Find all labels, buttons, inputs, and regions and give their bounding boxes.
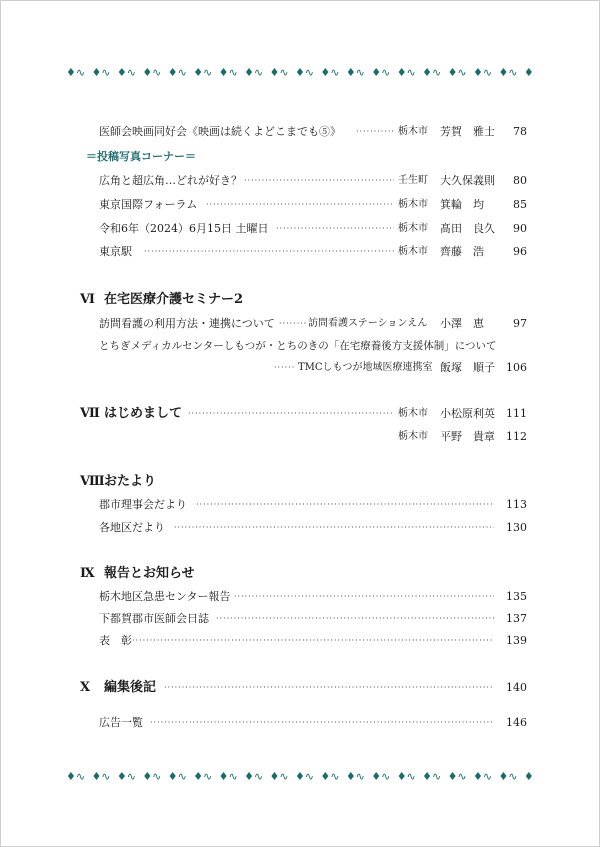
section-heading[interactable] xyxy=(0,678,600,698)
ornament-motif: ♦ xyxy=(523,66,534,79)
section-heading xyxy=(0,564,600,584)
ornament-motif: ♦∿ xyxy=(167,66,187,79)
leader-dots xyxy=(234,587,494,607)
ornament-motif: ♦∿ xyxy=(142,66,162,79)
ornament-motif: ♦∿ xyxy=(244,770,264,783)
entry-author: 大久保義則 xyxy=(440,174,495,187)
entry-page: 140 xyxy=(506,681,527,694)
leader-dots xyxy=(279,314,307,334)
section-heading xyxy=(0,290,600,310)
ornament-motif: ♦∿ xyxy=(320,66,340,79)
ornament-motif: ♦∿ xyxy=(396,770,416,783)
ornament-motif: ♦∿ xyxy=(142,770,162,783)
section-title: 報告とお知らせ xyxy=(104,566,195,581)
section-title: はじめまして xyxy=(104,406,183,421)
entry-place: 栃木市 xyxy=(398,431,428,442)
leader-dots xyxy=(164,678,494,698)
ornament-motif: ♦∿ xyxy=(447,66,467,79)
entry-page: 97 xyxy=(513,317,527,330)
ornament-motif: ♦∿ xyxy=(320,770,340,783)
toc-entry[interactable] xyxy=(0,631,600,651)
entry-title: 訪問看護の利用方法・連携について xyxy=(99,317,275,330)
ornament-motif: ♦∿ xyxy=(193,66,213,79)
entry-title: 下都賀郡市医師会日誌 xyxy=(99,612,209,625)
ornament-motif: ♦∿ xyxy=(66,66,86,79)
entry-page: 78 xyxy=(513,125,527,138)
toc-entry[interactable] xyxy=(0,518,600,538)
ornament-motif: ♦ xyxy=(523,770,534,783)
entry-page: 139 xyxy=(506,634,527,647)
entry-title: 医師会映画同好会《映画は続くよどこまでも⑤》 xyxy=(99,125,341,138)
leader-dots xyxy=(244,171,394,191)
entry-author: 小澤 恵 xyxy=(440,317,484,330)
ornament-motif: ♦∿ xyxy=(422,770,442,783)
entry-page: 137 xyxy=(506,612,527,625)
entry-title: 東京駅 xyxy=(99,245,132,258)
entry-title: 東京国際フォーラム xyxy=(99,198,198,211)
leader-dots xyxy=(356,122,394,142)
section-title: 在宅医療介護セミナー2 xyxy=(104,292,244,307)
entry-author: 飯塚 順子 xyxy=(440,361,495,374)
entry-author: 箕輪 均 xyxy=(440,198,484,211)
bottom-ornament-border xyxy=(66,770,534,784)
entry-page: 111 xyxy=(506,407,527,420)
entry-author: 平野 貴章 xyxy=(440,430,495,443)
section-number: Ⅸ xyxy=(80,566,95,581)
leader-dots xyxy=(150,713,494,733)
ornament-motif: ♦∿ xyxy=(473,770,493,783)
ornament-motif: ♦∿ xyxy=(345,770,365,783)
ornament-motif: ♦∿ xyxy=(116,66,136,79)
ornament-motif: ♦∿ xyxy=(371,66,391,79)
entry-place: 栃木市 xyxy=(398,223,428,234)
toc-entry[interactable] xyxy=(0,336,600,356)
photo-corner-heading xyxy=(0,147,600,167)
toc-entry[interactable] xyxy=(0,122,600,142)
entry-title: 広角と超広角…どれが好き？ xyxy=(99,174,242,187)
toc-entry[interactable] xyxy=(0,713,600,733)
entry-place: 栃木市 xyxy=(398,126,428,137)
toc-entry[interactable] xyxy=(0,314,600,334)
leader-dots xyxy=(216,609,494,629)
ornament-motif: ♦∿ xyxy=(218,770,238,783)
leader-dots xyxy=(144,242,394,262)
ornament-motif: ♦∿ xyxy=(91,66,111,79)
entry-author: 齊藤 浩 xyxy=(440,245,484,258)
leader-dots xyxy=(174,518,494,538)
entry-title: 表 彰 xyxy=(99,634,132,647)
toc-entry[interactable] xyxy=(0,427,600,447)
toc-entry-continuation[interactable] xyxy=(0,358,600,378)
section-title: 編集後記 xyxy=(104,680,157,695)
ornament-motif: ♦∿ xyxy=(345,66,365,79)
leader-dots xyxy=(274,358,296,378)
entry-author: 芳賀 雅士 xyxy=(440,125,495,138)
entry-title: 令和6年（2024）6月15日 土曜日 xyxy=(99,222,269,235)
toc-entry[interactable] xyxy=(0,587,600,607)
entry-page: 85 xyxy=(513,198,527,211)
ornament-motif: ♦∿ xyxy=(218,66,238,79)
ornament-motif: ♦∿ xyxy=(66,770,86,783)
toc-entry[interactable] xyxy=(0,609,600,629)
entry-page: 135 xyxy=(506,590,527,603)
leader-dots xyxy=(206,195,394,215)
entry-place: 壬生町 xyxy=(398,175,428,186)
entry-page: 106 xyxy=(506,361,527,374)
entry-page: 112 xyxy=(506,430,527,443)
entry-page: 96 xyxy=(513,245,527,258)
entry-page: 130 xyxy=(506,521,527,534)
entry-page: 90 xyxy=(513,222,527,235)
leader-dots xyxy=(188,404,394,424)
ornament-motif: ♦∿ xyxy=(294,770,315,783)
ornament-motif: ♦∿ xyxy=(167,770,187,783)
ornament-motif: ♦∿ xyxy=(447,770,467,783)
entry-title: 郡市理事会だより xyxy=(99,498,187,511)
ornament-motif: ♦∿ xyxy=(294,66,315,79)
ornament-motif: ♦∿ xyxy=(116,770,136,783)
entry-page: 146 xyxy=(506,716,527,729)
toc-entry[interactable] xyxy=(0,242,600,262)
ornament-motif: ♦∿ xyxy=(371,770,391,783)
leader-dots xyxy=(132,631,494,651)
entry-place: 栃木市 xyxy=(398,199,428,210)
top-ornament-border xyxy=(66,66,534,80)
section-heading[interactable] xyxy=(0,404,600,424)
ornament-motif: ♦∿ xyxy=(396,66,416,79)
entry-place: 栃木市 xyxy=(398,246,428,257)
entry-title: 広告一覧 xyxy=(99,716,143,729)
section-number: Ⅹ xyxy=(80,680,91,695)
section-heading xyxy=(0,472,600,492)
ornament-motif: ♦∿ xyxy=(193,770,213,783)
section-number: Ⅵ xyxy=(80,292,95,307)
ornament-motif: ♦∿ xyxy=(269,66,289,79)
entry-author: 髙田 良久 xyxy=(440,222,495,235)
subheading-label: ＝投稿写真コーナー＝ xyxy=(86,150,196,163)
entry-title: 栃木地区急患センター報告 xyxy=(99,590,231,603)
entry-place: 栃木市 xyxy=(398,408,428,419)
toc-entry[interactable] xyxy=(0,171,600,191)
section-title: おたより xyxy=(104,474,157,489)
entry-page: 80 xyxy=(513,174,527,187)
entry-author: 小松原利英 xyxy=(440,407,495,420)
toc-entry[interactable] xyxy=(0,195,600,215)
ornament-motif: ♦∿ xyxy=(422,66,442,79)
ornament-motif: ♦∿ xyxy=(269,770,289,783)
ornament-motif: ♦∿ xyxy=(498,66,518,79)
section-number: Ⅶ xyxy=(80,406,100,421)
entry-affiliation: 訪問看護ステーションえん xyxy=(308,318,428,329)
section-number: Ⅷ xyxy=(80,474,105,489)
leader-dots xyxy=(196,495,494,515)
entry-affiliation: TMCしもつが地域医療連携室 xyxy=(298,362,433,373)
ornament-motif: ♦∿ xyxy=(498,770,518,783)
entry-title: 各地区だより xyxy=(99,521,165,534)
leader-dots xyxy=(276,219,394,239)
ornament-motif: ♦∿ xyxy=(473,66,493,79)
ornament-motif: ♦∿ xyxy=(244,66,264,79)
toc-entry[interactable] xyxy=(0,219,600,239)
entry-title: とちぎメディカルセンターしもつが・とちのきの「在宅療養後方支援体制」について xyxy=(99,340,497,352)
toc-entry[interactable] xyxy=(0,495,600,515)
ornament-motif: ♦∿ xyxy=(91,770,111,783)
entry-page: 113 xyxy=(506,498,527,511)
